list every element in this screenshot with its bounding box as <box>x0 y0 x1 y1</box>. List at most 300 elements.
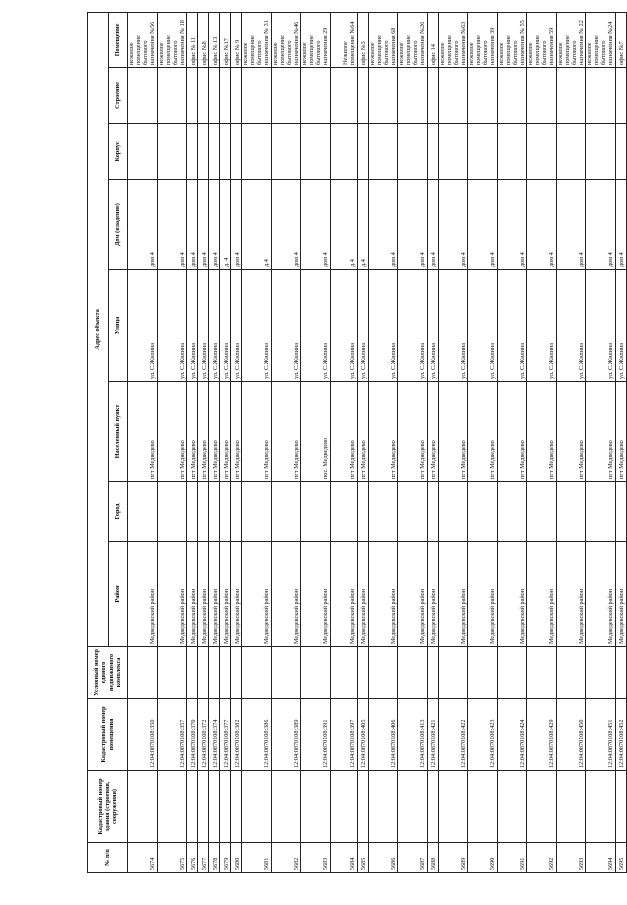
cell-complex-number <box>438 647 468 699</box>
table-row <box>187 12 198 872</box>
cell-premise: офис №8 <box>198 12 209 67</box>
cell-stroenie <box>497 68 527 124</box>
cell-building-cadastral <box>586 771 616 843</box>
cell-street: ул. С.Жилина <box>497 270 527 382</box>
cell-settlement: пгт Медведево <box>157 382 187 482</box>
cell-district: Медведевский район <box>209 542 220 647</box>
cell-district: Медведевский район <box>198 542 209 647</box>
cell-city <box>586 482 616 542</box>
cell-building-cadastral <box>438 771 468 843</box>
cell-building-cadastral <box>242 771 272 843</box>
table-row <box>231 12 242 872</box>
cell-district: Медведевский район <box>368 542 398 647</box>
table-row <box>220 12 231 872</box>
cell-num: 5693 <box>556 843 586 873</box>
cell-district: Медведевский район <box>615 542 626 647</box>
cell-stroenie <box>271 68 301 124</box>
cell-district: Медведевский район <box>357 542 368 647</box>
cell-street: ул. С.Жилина <box>242 270 272 382</box>
cell-stroenie <box>357 68 368 124</box>
cell-num: 5691 <box>497 843 527 873</box>
cell-premise-cadastral: 12:04:0870108:397 <box>330 699 357 771</box>
cell-premise-cadastral: 12:04:0870108:350 <box>128 699 158 771</box>
cell-building-cadastral <box>468 771 498 843</box>
header-complex-number: Условный номер единого недвижимого комплекса <box>88 647 128 699</box>
cell-premise: офис №17 <box>220 12 231 67</box>
cell-city <box>357 482 368 542</box>
cell-premise: нежилое помещение бытового назначения 39 <box>468 12 498 67</box>
cell-street: ул. С.Жилина <box>398 270 428 382</box>
cell-num: 5682 <box>271 843 301 873</box>
cell-district: Медведевский район <box>527 542 557 647</box>
header-settlement: Населенный пункт <box>109 382 128 482</box>
cell-complex-number <box>357 647 368 699</box>
cell-premise: нежилое помещение бытового назначения 29 <box>301 12 331 67</box>
cell-complex-number <box>187 647 198 699</box>
cell-house: д. 4 <box>220 180 231 270</box>
cell-korpus <box>427 124 438 180</box>
cell-building-cadastral <box>615 771 626 843</box>
table-row <box>468 12 498 872</box>
cell-complex-number <box>468 647 498 699</box>
cell-complex-number <box>220 647 231 699</box>
table-row <box>242 12 272 872</box>
cell-complex-number <box>368 647 398 699</box>
header-stroenie: Строение <box>109 68 128 124</box>
header-building-cadastral: Кадастровый номер здания (строения, сооружения) <box>88 771 128 843</box>
cell-house: д.4 <box>330 180 357 270</box>
cell-street: ул. С.Жилина <box>438 270 468 382</box>
cell-city <box>242 482 272 542</box>
cell-house: дом 4 <box>271 180 301 270</box>
cell-complex-number <box>497 647 527 699</box>
cell-house: д.4 <box>357 180 368 270</box>
cell-premise-cadastral: 12:04:0870108:386 <box>242 699 272 771</box>
cell-premise: офис №7 <box>615 12 626 67</box>
cell-city <box>615 482 626 542</box>
cell-building-cadastral <box>427 771 438 843</box>
cell-street: ул. С.Жилина <box>128 270 158 382</box>
cell-city <box>330 482 357 542</box>
cell-city <box>556 482 586 542</box>
table-row <box>357 12 368 872</box>
table-body <box>128 12 627 872</box>
rotated-table-container <box>87 13 626 873</box>
cell-settlement: пгт Медведево <box>231 382 242 482</box>
cell-settlement: пгт Медведево <box>357 382 368 482</box>
table-row <box>438 12 468 872</box>
cell-house: дом 4 <box>368 180 398 270</box>
cell-num: 5683 <box>301 843 331 873</box>
cell-district: Медведевский район <box>586 542 616 647</box>
cell-stroenie <box>209 68 220 124</box>
header-street: Улица <box>109 270 128 382</box>
cell-stroenie <box>615 68 626 124</box>
cell-premise: нежилое помещение бытового назначения № 31 <box>242 12 272 67</box>
cell-premise-cadastral: 12:04:0870108:451 <box>586 699 616 771</box>
cell-house: д.4 <box>242 180 272 270</box>
cell-premise-cadastral: 12:04:0870108:389 <box>271 699 301 771</box>
cell-building-cadastral <box>157 771 187 843</box>
cell-premise-cadastral: 12:04:0870108:391 <box>301 699 331 771</box>
cell-stroenie <box>527 68 557 124</box>
cell-house: дом 4 <box>527 180 557 270</box>
cell-settlement: пгт Медведево <box>271 382 301 482</box>
cell-premise: Нежилое помещение №64 <box>330 12 357 67</box>
cell-premise-cadastral: 12:04:0870108:421 <box>427 699 438 771</box>
cell-premise: офис № 9 <box>231 12 242 67</box>
table-row <box>157 12 187 872</box>
cell-premise: нежилое помещение бытового назначения №26 <box>398 12 428 67</box>
header-num: № п/п <box>88 843 128 873</box>
cell-street: ул. С.Жилина <box>427 270 438 382</box>
cell-stroenie <box>398 68 428 124</box>
cell-settlement: пос. Медведево <box>301 382 331 482</box>
cell-premise: нежилое помещение бытового назначения №46 <box>271 12 301 67</box>
cell-house: дом 4 <box>231 180 242 270</box>
cell-stroenie <box>187 68 198 124</box>
cell-num: 5681 <box>242 843 272 873</box>
cell-num: 5689 <box>438 843 468 873</box>
cell-premise-cadastral: 12:04:0870108:422 <box>438 699 468 771</box>
cell-stroenie <box>242 68 272 124</box>
cell-complex-number <box>330 647 357 699</box>
cell-building-cadastral <box>128 771 158 843</box>
cell-num: 5692 <box>527 843 557 873</box>
cell-street: ул. С.Жилина <box>209 270 220 382</box>
cell-korpus <box>242 124 272 180</box>
cell-house: дом 4 <box>157 180 187 270</box>
cell-complex-number <box>209 647 220 699</box>
cell-korpus <box>398 124 428 180</box>
cell-complex-number <box>128 647 158 699</box>
cell-settlement: пгт Медведево <box>468 382 498 482</box>
cell-korpus <box>157 124 187 180</box>
cell-stroenie <box>556 68 586 124</box>
cell-settlement: пгт Медведево <box>615 382 626 482</box>
cell-korpus <box>556 124 586 180</box>
cell-city <box>468 482 498 542</box>
cell-stroenie <box>231 68 242 124</box>
cell-complex-number <box>301 647 331 699</box>
header-city: Город <box>109 482 128 542</box>
cell-num: 5675 <box>157 843 187 873</box>
cell-stroenie <box>368 68 398 124</box>
cell-korpus <box>468 124 498 180</box>
cell-city <box>231 482 242 542</box>
cell-num: 5688 <box>427 843 438 873</box>
cell-num: 5679 <box>220 843 231 873</box>
cell-complex-number <box>398 647 428 699</box>
cell-korpus <box>586 124 616 180</box>
table-row <box>556 12 586 872</box>
cell-settlement: пгт Медведево <box>198 382 209 482</box>
cell-korpus <box>615 124 626 180</box>
cell-stroenie <box>301 68 331 124</box>
cell-city <box>209 482 220 542</box>
cell-district: Медведевский район <box>242 542 272 647</box>
cell-complex-number <box>586 647 616 699</box>
cell-building-cadastral <box>398 771 428 843</box>
cell-premise-cadastral: 12:04:0870108:377 <box>220 699 231 771</box>
cell-building-cadastral <box>330 771 357 843</box>
cell-korpus <box>527 124 557 180</box>
cell-premise: нежилое помещение бытового назначения № 55 <box>497 12 527 67</box>
cell-building-cadastral <box>209 771 220 843</box>
cell-street: ул. С.Жилина <box>157 270 187 382</box>
cell-street: ул. С.Жилина <box>271 270 301 382</box>
cell-stroenie <box>427 68 438 124</box>
cell-num: 5680 <box>231 843 242 873</box>
cell-city <box>497 482 527 542</box>
table-row <box>586 12 616 872</box>
cell-settlement: пгт Медведево <box>556 382 586 482</box>
header-korpus: Корпус <box>109 124 128 180</box>
cell-premise: нежилое помещение бытового назначения №56 <box>128 12 158 67</box>
cell-korpus <box>220 124 231 180</box>
cell-building-cadastral <box>368 771 398 843</box>
cell-stroenie <box>330 68 357 124</box>
cell-house: дом 4 <box>615 180 626 270</box>
cell-stroenie <box>468 68 498 124</box>
cell-house: дом 4 <box>128 180 158 270</box>
cell-city <box>527 482 557 542</box>
cell-korpus <box>271 124 301 180</box>
cell-num: 5695 <box>615 843 626 873</box>
cell-district: Медведевский район <box>301 542 331 647</box>
cell-street: ул. С.Жилина <box>187 270 198 382</box>
cell-stroenie <box>157 68 187 124</box>
cell-korpus <box>198 124 209 180</box>
cell-district: Медведевский район <box>427 542 438 647</box>
table-row <box>301 12 331 872</box>
cell-korpus <box>368 124 398 180</box>
cell-street: ул. С.Жилина <box>586 270 616 382</box>
cell-building-cadastral <box>527 771 557 843</box>
cell-num: 5686 <box>368 843 398 873</box>
cell-district: Медведевский район <box>231 542 242 647</box>
cell-building-cadastral <box>271 771 301 843</box>
cell-premise-cadastral: 12:04:0870108:370 <box>187 699 198 771</box>
cell-complex-number <box>231 647 242 699</box>
cell-korpus <box>231 124 242 180</box>
cell-city <box>128 482 158 542</box>
cell-street: ул. С.Жилина <box>301 270 331 382</box>
cell-house: дом 4 <box>468 180 498 270</box>
cell-city <box>301 482 331 542</box>
cell-building-cadastral <box>231 771 242 843</box>
cell-complex-number <box>527 647 557 699</box>
cell-complex-number <box>198 647 209 699</box>
cell-district: Медведевский район <box>128 542 158 647</box>
cell-city <box>398 482 428 542</box>
table-row <box>615 12 626 872</box>
cell-premise: нежилое помещение бытового назначения №63 <box>438 12 468 67</box>
cell-house: дом 4 <box>586 180 616 270</box>
cell-premise: нежилое помещение бытового назначения №24 <box>586 12 616 67</box>
cell-premise-cadastral: 12:04:0870108:450 <box>556 699 586 771</box>
cell-building-cadastral <box>301 771 331 843</box>
header-district: Район <box>109 542 128 647</box>
cell-num: 5674 <box>128 843 158 873</box>
cell-district: Медведевский район <box>187 542 198 647</box>
cell-settlement: пгт Медведево <box>330 382 357 482</box>
cell-premise-cadastral: 12:04:0870108:406 <box>368 699 398 771</box>
cell-district: Медведевский район <box>330 542 357 647</box>
cell-korpus <box>128 124 158 180</box>
cell-district: Медведевский район <box>468 542 498 647</box>
cell-settlement: пгт Медведево <box>398 382 428 482</box>
table-row <box>271 12 301 872</box>
cell-num: 5690 <box>468 843 498 873</box>
cell-district: Медведевский район <box>157 542 187 647</box>
cell-complex-number <box>157 647 187 699</box>
property-register-table <box>87 12 627 873</box>
cell-district: Медведевский район <box>398 542 428 647</box>
header-premise: Помещение <box>109 12 128 67</box>
cell-settlement: пгт Медведево <box>128 382 158 482</box>
cell-premise: офис № 13 <box>209 12 220 67</box>
cell-num: 5678 <box>209 843 220 873</box>
cell-building-cadastral <box>357 771 368 843</box>
cell-street: ул. С.Жилина <box>368 270 398 382</box>
cell-city <box>187 482 198 542</box>
cell-korpus <box>357 124 368 180</box>
cell-premise-cadastral: 12:04:0870108:357 <box>157 699 187 771</box>
cell-num: 5685 <box>357 843 368 873</box>
cell-building-cadastral <box>187 771 198 843</box>
cell-stroenie <box>220 68 231 124</box>
cell-street: ул. С.Жилина <box>615 270 626 382</box>
cell-num: 5694 <box>586 843 616 873</box>
cell-district: Медведевский район <box>220 542 231 647</box>
cell-building-cadastral <box>497 771 527 843</box>
cell-premise: нежилое помещение бытового назначения 68 <box>368 12 398 67</box>
cell-city <box>157 482 187 542</box>
cell-settlement: пгт Медведево <box>368 382 398 482</box>
cell-district: Медведевский район <box>271 542 301 647</box>
cell-premise: офис № 11 <box>187 12 198 67</box>
cell-building-cadastral <box>198 771 209 843</box>
cell-street: ул. С.Жилина <box>468 270 498 382</box>
cell-premise-cadastral: 12:04:0870108:405 <box>357 699 368 771</box>
cell-settlement: пгт Медведево <box>586 382 616 482</box>
cell-settlement: пгт Медведево <box>438 382 468 482</box>
cell-house: дом 4 <box>497 180 527 270</box>
cell-building-cadastral <box>220 771 231 843</box>
cell-num: 5684 <box>330 843 357 873</box>
table-row <box>128 12 158 872</box>
cell-num: 5676 <box>187 843 198 873</box>
table-row <box>497 12 527 872</box>
cell-street: ул. С.Жилина <box>231 270 242 382</box>
cell-city <box>427 482 438 542</box>
cell-settlement: пгт Медведево <box>209 382 220 482</box>
cell-house: дом 4 <box>556 180 586 270</box>
cell-premise-cadastral: 12:04:0870108:452 <box>615 699 626 771</box>
cell-house: дом 4 <box>209 180 220 270</box>
cell-street: ул. С.Жилина <box>220 270 231 382</box>
cell-premise-cadastral: 12:04:0870108:374 <box>209 699 220 771</box>
cell-house: дом 4 <box>398 180 428 270</box>
cell-street: ул. С.Жилина <box>330 270 357 382</box>
cell-street: ул. С.Жилина <box>357 270 368 382</box>
cell-korpus <box>330 124 357 180</box>
cell-korpus <box>187 124 198 180</box>
cell-settlement: пгт Медведево <box>527 382 557 482</box>
cell-settlement: пгт Медведево <box>187 382 198 482</box>
cell-complex-number <box>615 647 626 699</box>
cell-city <box>198 482 209 542</box>
cell-premise-cadastral: 12:04:0870108:429 <box>527 699 557 771</box>
cell-settlement: пгт Медведево <box>242 382 272 482</box>
header-house: Дом (владение) <box>109 180 128 270</box>
table-row <box>209 12 220 872</box>
header-premise-cadastral: Кадастровый номер помещения <box>88 699 128 771</box>
cell-stroenie <box>198 68 209 124</box>
cell-house: дом 4 <box>301 180 331 270</box>
cell-stroenie <box>128 68 158 124</box>
cell-settlement: пгт Медведево <box>497 382 527 482</box>
cell-district: Медведевский район <box>438 542 468 647</box>
cell-city <box>220 482 231 542</box>
cell-complex-number <box>242 647 272 699</box>
table-row <box>368 12 398 872</box>
cell-korpus <box>438 124 468 180</box>
cell-premise: нежилое помещение бытового назначения 59 <box>527 12 557 67</box>
cell-complex-number <box>427 647 438 699</box>
cell-korpus <box>301 124 331 180</box>
cell-num: 5677 <box>198 843 209 873</box>
cell-complex-number <box>271 647 301 699</box>
cell-premise: офис 14 <box>427 12 438 67</box>
table-row <box>398 12 428 872</box>
cell-building-cadastral <box>556 771 586 843</box>
cell-stroenie <box>586 68 616 124</box>
cell-premise-cadastral: 12:04:0870108:423 <box>468 699 498 771</box>
cell-city <box>438 482 468 542</box>
cell-premise: нежилое помещение бытового назначения № 22 <box>556 12 586 67</box>
header-address: Адрес объекта <box>88 12 109 646</box>
cell-num: 5687 <box>398 843 428 873</box>
cell-house: дом 4 <box>427 180 438 270</box>
cell-premise: нежилое помещение бытового назначения № 18 <box>157 12 187 67</box>
table-row <box>427 12 438 872</box>
cell-korpus <box>209 124 220 180</box>
cell-settlement: пгт Медведево <box>427 382 438 482</box>
cell-street: ул. С.Жилина <box>556 270 586 382</box>
cell-korpus <box>497 124 527 180</box>
table-row <box>330 12 357 872</box>
cell-house: дом 4 <box>187 180 198 270</box>
table-row <box>198 12 209 872</box>
cell-house: дом 4 <box>198 180 209 270</box>
cell-premise-cadastral: 12:04:0870108:424 <box>497 699 527 771</box>
cell-complex-number <box>556 647 586 699</box>
cell-premise: офис №3 <box>357 12 368 67</box>
cell-district: Медведевский район <box>556 542 586 647</box>
cell-premise-cadastral: 12:04:0870108:372 <box>198 699 209 771</box>
cell-city <box>368 482 398 542</box>
cell-premise-cadastral: 12:04:0870108:382 <box>231 699 242 771</box>
cell-stroenie <box>438 68 468 124</box>
cell-settlement: пгт Медведево <box>220 382 231 482</box>
cell-street: ул. С.Жилина <box>198 270 209 382</box>
table-row <box>527 12 557 872</box>
cell-house: дом 4 <box>438 180 468 270</box>
cell-district: Медведевский район <box>497 542 527 647</box>
cell-street: ул. С.Жилина <box>527 270 557 382</box>
